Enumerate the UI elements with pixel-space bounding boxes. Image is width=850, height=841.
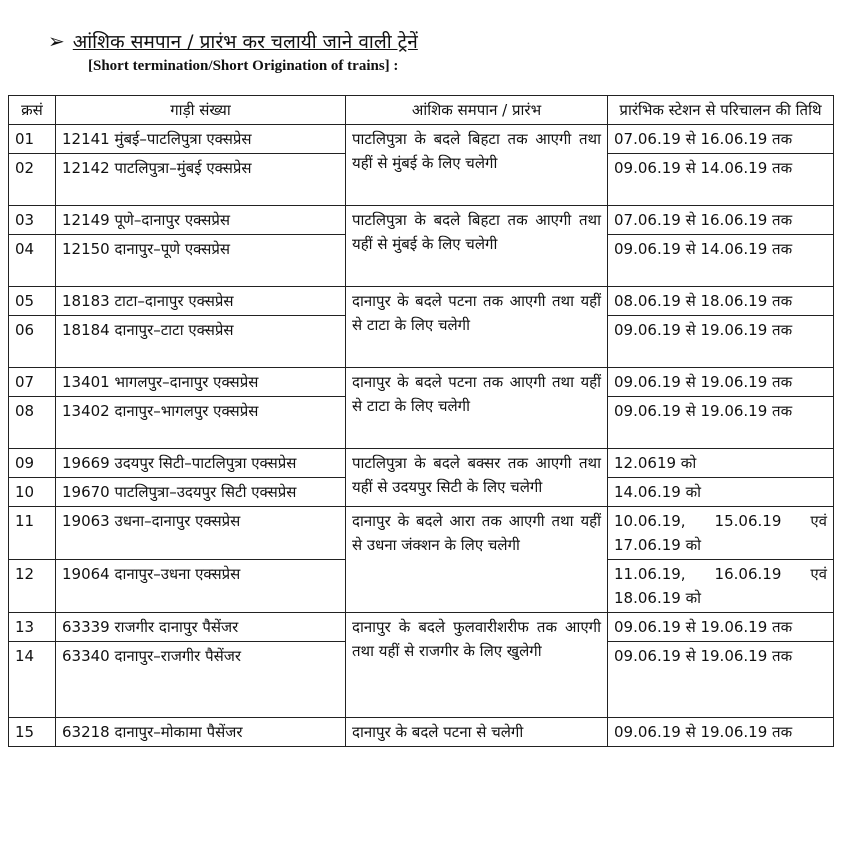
serial-cell: 11 [9,507,56,560]
description-cell: दानापुर के बदले पटना तक आएगी तथा यहीं से टाटा के लिए चलेगी [346,368,608,449]
table-row [9,287,834,316]
header-serial: क्रसं [9,96,56,125]
serial-cell: 10 [9,478,56,507]
page-heading [48,28,418,54]
train-cell: 13402 दानापुर–भागलपुर एक्सप्रेस [56,397,346,449]
header-train-number: गाड़ी संख्या [56,96,346,125]
table-row [9,613,834,642]
train-cell: 13401 भागलपुर–दानापुर एक्सप्रेस [56,368,346,397]
date-cell: 09.06.19 से 19.06.19 तक [608,397,834,449]
table-row [9,368,834,397]
table-header-row [9,96,834,125]
serial-cell: 15 [9,718,56,747]
date-cell: 09.06.19 से 19.06.19 तक [608,613,834,642]
description-cell: दानापुर के बदले आरा तक आएगी तथा यहीं से उधना जंक्शन के लिए चलेगी [346,507,608,613]
date-cell: 12.0619 को [608,449,834,478]
table-row [9,718,834,747]
description-cell: दानापुर के बदले पटना से चलेगी [346,718,608,747]
serial-cell: 01 [9,125,56,154]
table-row [9,125,834,154]
train-cell: 19669 उदयपुर सिटी–पाटलिपुत्रा एक्सप्रेस [56,449,346,478]
description-cell: पाटलिपुत्रा के बदले बिहटा तक आएगी तथा यहीं से मुंबई के लिए चलेगी [346,125,608,206]
train-cell: 12149 पूणे–दानापुर एक्सप्रेस [56,206,346,235]
description-cell: पाटलिपुत्रा के बदले बक्सर तक आएगी तथा यहीं से उदयपुर सिटी के लिए चलेगी [346,449,608,507]
page-subtitle: [Short termination/Short Origination of trains] : [88,58,399,74]
serial-cell: 07 [9,368,56,397]
train-cell: 63218 दानापुर–मोकामा पैसेंजर [56,718,346,747]
train-cell: 63340 दानापुर–राजगीर पैसेंजर [56,642,346,718]
header-short-termination: आंशिक समपान / प्रारंभ [346,96,608,125]
date-cell: 09.06.19 से 19.06.19 तक [608,718,834,747]
description-cell: दानापुर के बदले फुलवारीशरीफ तक आएगी तथा यहीं से राजगीर के लिए खुलेगी [346,613,608,718]
date-cell: 09.06.19 से 19.06.19 तक [608,368,834,397]
train-cell: 19064 दानापुर–उधना एक्सप्रेस [56,560,346,613]
train-cell: 19670 पाटलिपुत्रा–उदयपुर सिटी एक्सप्रेस [56,478,346,507]
serial-cell: 14 [9,642,56,718]
date-cell: 09.06.19 से 19.06.19 तक [608,316,834,368]
page-title: आंशिक समपान / प्रारंभ कर चलायी जाने वाली ट्रेनें [72,31,418,53]
train-cell: 63339 राजगीर दानापुर पैसेंजर [56,613,346,642]
date-cell: 07.06.19 से 16.06.19 तक [608,125,834,154]
serial-cell: 08 [9,397,56,449]
serial-cell: 03 [9,206,56,235]
serial-cell: 09 [9,449,56,478]
description-cell: दानापुर के बदले पटना तक आएगी तथा यहीं से टाटा के लिए चलेगी [346,287,608,368]
train-cell: 18183 टाटा–दानापुर एक्सप्रेस [56,287,346,316]
table-row [9,449,834,478]
serial-cell: 13 [9,613,56,642]
train-cell: 12142 पाटलिपुत्रा–मुंबई एक्सप्रेस [56,154,346,206]
train-cell: 19063 उधना–दानापुर एक्सप्रेस [56,507,346,560]
serial-cell: 06 [9,316,56,368]
description-cell: पाटलिपुत्रा के बदले बिहटा तक आएगी तथा यहीं से मुंबई के लिए चलेगी [346,206,608,287]
serial-cell: 04 [9,235,56,287]
date-cell: 09.06.19 से 14.06.19 तक [608,154,834,206]
table-row [9,507,834,560]
date-cell: 09.06.19 से 19.06.19 तक [608,642,834,718]
serial-cell: 02 [9,154,56,206]
trains-table [8,95,834,747]
serial-cell: 05 [9,287,56,316]
date-cell: 09.06.19 से 14.06.19 तक [608,235,834,287]
date-cell: 11.06.19, 16.06.19 एवं 18.06.19 को [608,560,834,613]
serial-cell: 12 [9,560,56,613]
date-cell: 07.06.19 से 16.06.19 तक [608,206,834,235]
date-cell: 10.06.19, 15.06.19 एवं 17.06.19 को [608,507,834,560]
header-date: प्रारंभिक स्टेशन से परिचालन की तिथि [608,96,834,125]
table-row [9,206,834,235]
train-cell: 18184 दानापुर–टाटा एक्सप्रेस [56,316,346,368]
date-cell: 08.06.19 से 18.06.19 तक [608,287,834,316]
train-cell: 12141 मुंबई–पाटलिपुत्रा एक्सप्रेस [56,125,346,154]
arrow-bullet-icon: ➢ [48,29,65,53]
train-cell: 12150 दानापुर–पूणे एक्सप्रेस [56,235,346,287]
date-cell: 14.06.19 को [608,478,834,507]
